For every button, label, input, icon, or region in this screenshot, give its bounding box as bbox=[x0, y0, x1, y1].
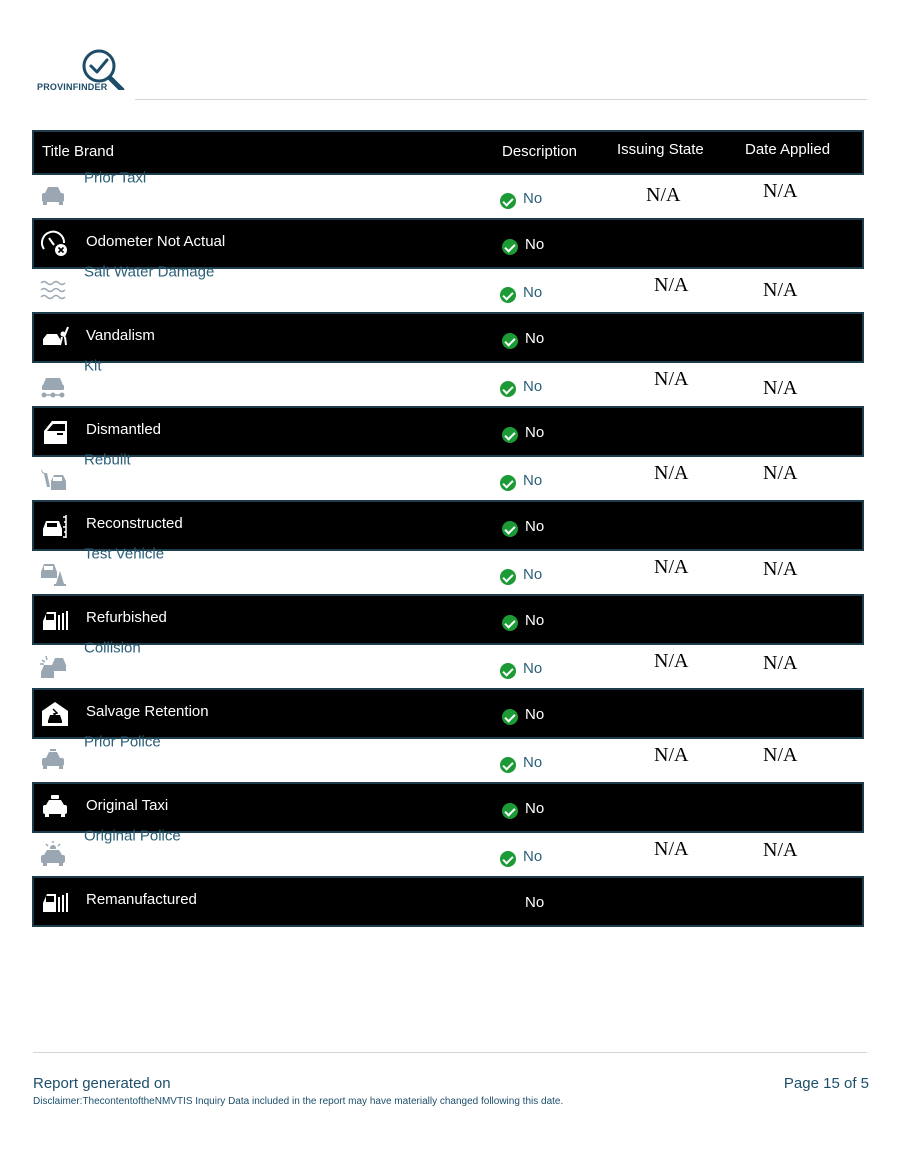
status-text: No bbox=[523, 472, 543, 489]
date-applied-value: N/A bbox=[763, 377, 798, 399]
status-text: No bbox=[525, 518, 545, 535]
car-kit-icon bbox=[38, 370, 68, 400]
status-text: No bbox=[525, 894, 545, 911]
check-circle-icon bbox=[502, 521, 518, 537]
car-measure-icon bbox=[40, 511, 70, 541]
status-text: No bbox=[525, 236, 545, 253]
status-text: No bbox=[523, 754, 543, 771]
date-applied-value: N/A bbox=[763, 652, 798, 674]
vandalism-icon bbox=[40, 323, 70, 353]
car-cone-icon bbox=[38, 558, 68, 588]
check-circle-icon bbox=[500, 757, 516, 773]
status-text: No bbox=[523, 566, 543, 583]
wrench-car-icon bbox=[38, 464, 68, 494]
table-row bbox=[32, 688, 864, 739]
check-circle-icon bbox=[500, 193, 516, 209]
check-circle-icon bbox=[502, 709, 518, 725]
table-row bbox=[32, 733, 864, 782]
issuing-state-value: N/A bbox=[654, 556, 689, 578]
check-circle-icon bbox=[500, 475, 516, 491]
status-text: No bbox=[523, 190, 543, 207]
table-row bbox=[32, 357, 864, 406]
date-applied-value: N/A bbox=[763, 462, 798, 484]
title-brand-label: Kit bbox=[84, 357, 102, 375]
check-circle-icon bbox=[500, 663, 516, 679]
title-brand-label: Collision bbox=[84, 639, 141, 657]
car-door-icon bbox=[40, 417, 70, 447]
police-car-icon bbox=[38, 746, 68, 776]
footer-divider bbox=[33, 1052, 867, 1053]
title-brand-label: Salvage Retention bbox=[86, 703, 209, 720]
table-row bbox=[32, 451, 864, 500]
disclaimer-text: Disclaimer:ThecontentoftheNMVTIS Inquiry Data included in the report may have materially changed following this date. bbox=[33, 1096, 564, 1107]
issuing-state-value: N/A bbox=[654, 838, 689, 860]
title-brand-label: Reconstructed bbox=[86, 515, 183, 532]
header-divider bbox=[135, 99, 867, 100]
title-brand-label: Odometer Not Actual bbox=[86, 233, 226, 250]
table-row bbox=[32, 827, 864, 876]
table-row bbox=[32, 876, 864, 927]
issuing-state-value: N/A bbox=[654, 274, 689, 296]
status-text: No bbox=[525, 330, 545, 347]
check-circle-icon bbox=[502, 897, 518, 913]
status-text: No bbox=[523, 660, 543, 677]
table-row bbox=[32, 218, 864, 269]
issuing-state-value: N/A bbox=[654, 368, 689, 390]
date-applied-value: N/A bbox=[763, 279, 798, 301]
date-applied-value: N/A bbox=[763, 744, 798, 766]
table-header-row bbox=[32, 130, 864, 175]
column-header-title-brand: Title Brand bbox=[42, 143, 114, 160]
title-brand-label: Test Vehicle bbox=[84, 545, 165, 563]
water-waves-icon bbox=[38, 276, 68, 306]
title-brand-label: Rebuilt bbox=[84, 451, 131, 469]
report-generated-text: Report generated on bbox=[33, 1075, 171, 1092]
na-cell-area bbox=[607, 551, 864, 594]
title-brand-label: Prior Police bbox=[84, 733, 161, 751]
car-collision-icon bbox=[38, 652, 68, 682]
table-row bbox=[32, 594, 864, 645]
table-row bbox=[32, 639, 864, 688]
title-brand-label: Vandalism bbox=[86, 327, 155, 344]
provinfinder-logo bbox=[36, 30, 136, 100]
na-cell-area bbox=[607, 645, 864, 688]
title-brand-label: Prior Taxi bbox=[84, 169, 147, 187]
odometer-x-icon bbox=[40, 229, 70, 259]
car-bars-icon bbox=[40, 605, 70, 635]
na-cell-area bbox=[607, 363, 864, 406]
table-row bbox=[32, 782, 864, 833]
issuing-state-value: N/A bbox=[654, 650, 689, 672]
car-front-icon bbox=[38, 182, 68, 212]
taxi-icon bbox=[40, 793, 70, 823]
check-circle-icon bbox=[500, 569, 516, 585]
title-brand-table bbox=[32, 130, 864, 927]
title-brand-label: Salt Water Damage bbox=[84, 263, 215, 281]
status-text: No bbox=[525, 612, 545, 629]
na-cell-area bbox=[607, 269, 864, 312]
issuing-state-value: N/A bbox=[646, 184, 681, 206]
title-brand-label: Dismantled bbox=[86, 421, 162, 438]
column-header-description: Description bbox=[502, 143, 578, 160]
check-circle-icon bbox=[502, 803, 518, 819]
car-bars-icon bbox=[40, 887, 70, 917]
table-row bbox=[32, 406, 864, 457]
status-text: No bbox=[523, 378, 543, 395]
table-row bbox=[32, 500, 864, 551]
status-text: No bbox=[525, 424, 545, 441]
table-row bbox=[32, 545, 864, 594]
check-circle-icon bbox=[502, 333, 518, 349]
table-row bbox=[32, 312, 864, 363]
title-brand-label: Remanufactured bbox=[86, 891, 197, 908]
check-circle-icon bbox=[500, 381, 516, 397]
issuing-state-value: N/A bbox=[654, 462, 689, 484]
column-header-date-applied: Date Applied bbox=[745, 141, 831, 158]
status-text: No bbox=[523, 284, 543, 301]
date-applied-value: N/A bbox=[763, 180, 798, 202]
page-number: Page 15 of 5 bbox=[783, 1075, 869, 1092]
title-brand-label: Original Taxi bbox=[86, 797, 169, 814]
title-brand-label: Refurbished bbox=[86, 609, 167, 626]
status-text: No bbox=[525, 706, 545, 723]
issuing-state-value: N/A bbox=[654, 744, 689, 766]
check-circle-icon bbox=[502, 427, 518, 443]
table-row bbox=[32, 263, 864, 312]
column-header-issuing-state: Issuing State bbox=[617, 141, 704, 158]
na-cell-area bbox=[607, 457, 864, 500]
salvage-garage-icon bbox=[40, 699, 70, 729]
na-cell-area bbox=[607, 739, 864, 782]
magnifier-check-icon bbox=[36, 30, 136, 90]
table-row bbox=[32, 169, 864, 218]
title-brand-label: Original Police bbox=[84, 827, 181, 845]
na-cell-area bbox=[607, 833, 864, 876]
check-circle-icon bbox=[502, 239, 518, 255]
check-circle-icon bbox=[500, 851, 516, 867]
date-applied-value: N/A bbox=[763, 839, 798, 861]
status-text: No bbox=[523, 848, 543, 865]
check-circle-icon bbox=[502, 615, 518, 631]
logo-text: PROVINFINDER bbox=[37, 82, 108, 92]
check-circle-icon bbox=[500, 287, 516, 303]
police-siren-car-icon bbox=[38, 840, 68, 870]
status-text: No bbox=[525, 800, 545, 817]
date-applied-value: N/A bbox=[763, 558, 798, 580]
